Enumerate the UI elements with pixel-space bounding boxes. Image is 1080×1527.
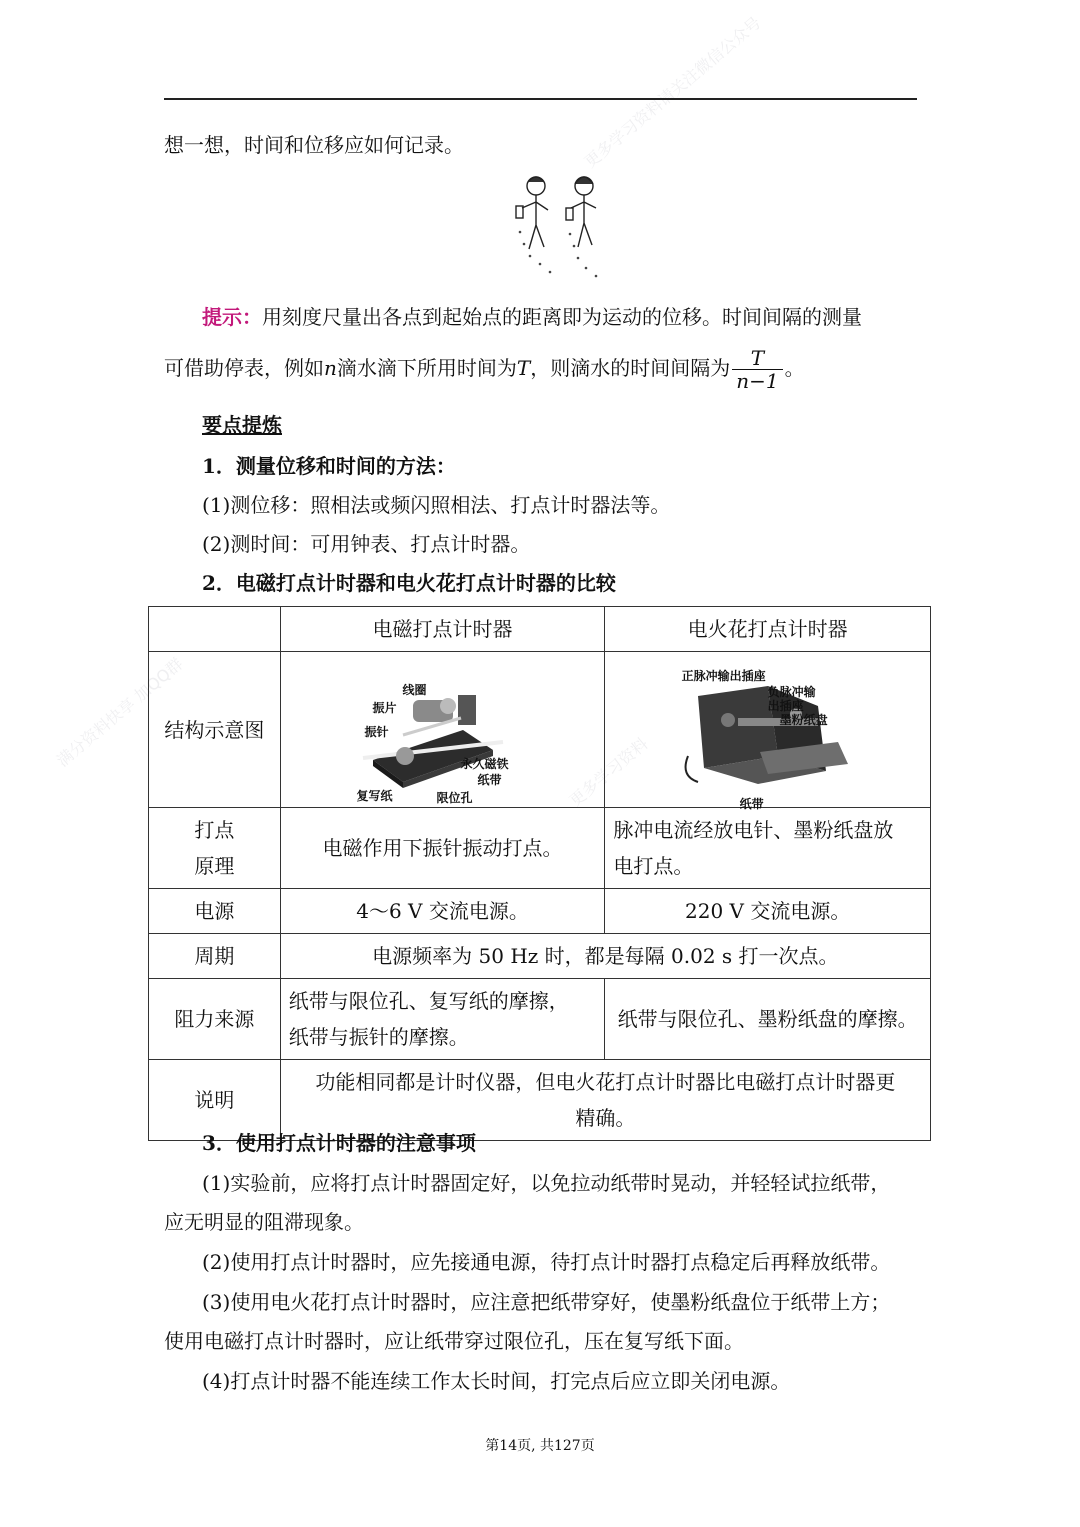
hint-text-2c: ，则滴水的时间间隔为 [530,356,731,380]
label-carbon-paper: 复写纸 [356,788,393,803]
table-row [149,652,931,808]
label-tape: 纸带 [477,772,502,787]
page-footer: 第14页, 共127页 [485,1438,595,1454]
hint-text-2d: 。 [784,356,805,380]
spark-timer-diagram [668,656,868,811]
table-row [149,808,931,889]
label-magnet: 永久磁铁 [460,756,509,771]
table-row [149,934,931,979]
hint-text-2b: 滴水滴下所用时间为 [336,356,517,380]
cell-line: 精确。 [575,1106,636,1130]
watermark: 满分资料快享 加QQ群 [53,654,187,771]
kids-illustration [506,172,616,282]
comparison-table [148,606,931,1141]
intro-text: 想一想，时间和位移应如何记录。 [164,133,464,157]
table-cell: 电源频率为 50 Hz 时，都是每隔 0.02 s 打一次点。 [280,934,930,979]
label-limit-hole: 限位孔 [436,790,473,805]
cell-line: 脉冲电流经放电针、墨粉纸盘放 [613,818,894,842]
hint-var-n: n [324,356,337,380]
table-cell: 4～6 V 交流电源。 [280,889,605,934]
label-needle: 振针 [364,724,389,739]
table-row-label: 阻力来源 [149,979,281,1060]
label-coil: 线圈 [402,682,427,697]
section-1-title: 1．测量位移和时间的方法： [202,454,456,478]
cell-line: 电打点。 [613,854,694,878]
section-2-title: 2．电磁打点计时器和电火花打点计时器的比较 [202,571,616,595]
hint-line-1 [202,300,862,334]
cell-line: 纸带与振针的摩擦。 [288,1025,469,1049]
row-label-line: 原理 [194,854,235,878]
interval-fraction [732,347,782,392]
table-cell [605,652,931,811]
hint-text-1: 用刻度尺量出各点到起始点的距离即为运动的位移。时间间隔的测量 [262,305,862,329]
hint-line-2 [164,347,805,392]
section-3-item-3b: 使用电磁打点计时器时，应让纸带穿过限位孔，压在复写纸下面。 [164,1329,744,1353]
section-3-item-2: (2)使用打点计时器时，应先接通电源，待打点计时器打点稳定后再释放纸带。 [202,1250,891,1274]
electromagnetic-timer-diagram [343,660,543,805]
section-3-item-4: (4)打点计时器不能连续工作太长时间，打完点后应立即关闭电源。 [202,1369,791,1393]
label-negative-socket-2: 出插座 [767,698,804,713]
table-cell: 纸带与限位孔、墨粉纸盘的摩擦。 [605,979,931,1060]
label-reed: 振片 [372,700,397,715]
watermark: 更多学习资料请关注微信公众号 [580,12,765,172]
table-row-label [149,808,281,889]
hint-label: 提示： [202,305,262,329]
section-1-item-1: (1)测位移：照相法或频闪照相法、打点计时器法等。 [202,493,671,517]
cell-line: 纸带与限位孔、复写纸的摩擦， [288,989,569,1013]
section-3-item-3a: (3)使用电火花打点计时器时，应注意把纸带穿好，使墨粉纸盘位于纸带上方； [202,1290,891,1314]
section-3-item-1b: 应无明显的阻滞现象。 [164,1210,364,1234]
key-points-title: 要点提炼 [202,413,282,437]
fraction-denominator: n−1 [736,369,779,393]
section-1-item-2: (2)测时间：可用钟表、打点计时器。 [202,532,531,556]
table-header: 电火花打点计时器 [605,607,931,652]
table-cell [149,607,281,652]
label-negative-socket-1: 负脉冲输 [767,684,816,699]
row-label-line: 打点 [194,818,235,842]
table-header: 电磁打点计时器 [280,607,605,652]
table-row [149,889,931,934]
table-row-label: 周期 [149,934,281,979]
hint-text-2a: 可借助停表，例如 [164,356,324,380]
table-row-label: 说明 [149,1060,281,1141]
table-cell [280,652,605,808]
label-paper-tape: 纸带 [739,796,764,811]
table-cell [605,808,931,889]
label-positive-socket: 正脉冲输出插座 [681,668,766,683]
cell-line: 功能相同都是计时仪器，但电火花打点计时器比电磁打点计时器更 [315,1070,896,1094]
section-3-item-1a: (1)实验前，应将打点计时器固定好，以免拉动纸带时晃动，并轻轻试拉纸带， [202,1171,891,1195]
table-cell: 电磁作用下振针振动打点。 [280,808,605,889]
table-row-label: 结构示意图 [149,652,281,808]
fraction-numerator: T [732,347,782,370]
section-3-title: 3．使用打点计时器的注意事项 [202,1131,476,1155]
table-row [149,979,931,1060]
table-cell: 220 V 交流电源。 [605,889,931,934]
hint-var-t: T [516,356,531,380]
header-rule [164,98,917,100]
label-toner-disk: 墨粉纸盘 [779,712,828,727]
table-cell [280,979,605,1060]
table-row-label: 电源 [149,889,281,934]
table-row [149,607,931,652]
watermark: 更多学习资料 [565,734,652,811]
